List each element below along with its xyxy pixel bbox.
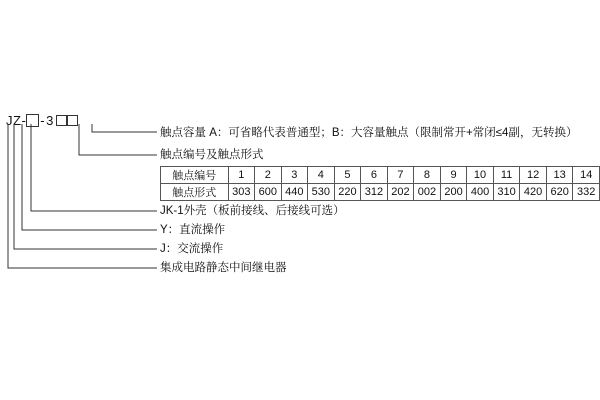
model-separator: -: [40, 113, 46, 128]
note-dc-operation: Y：直流操作: [160, 224, 226, 236]
contact-form-cell: 530: [308, 184, 335, 201]
contact-number-cell: 1: [228, 167, 255, 184]
contact-form-cell: 620: [546, 184, 573, 201]
contact-number-cell: 4: [308, 167, 335, 184]
contact-form-cell: 002: [414, 184, 441, 201]
note-contact-capacity: 触点容量 A：可省略代表普通型；B：大容量触点（限制常开+常闭≤4副，无转换）: [160, 127, 578, 139]
contact-number-cell: 9: [440, 167, 467, 184]
contact-form-cell: 420: [520, 184, 547, 201]
model-box-2: [56, 115, 67, 126]
contact-form-cell: 310: [493, 184, 520, 201]
contact-form-cell: 332: [573, 184, 600, 201]
model-box-3: [67, 115, 78, 126]
model-box-1: [26, 114, 39, 127]
contact-form-cell: 600: [255, 184, 282, 201]
row-header-contact-form: 触点形式: [161, 184, 229, 201]
contact-number-cell: 5: [334, 167, 361, 184]
model-series-number: 3: [46, 113, 54, 128]
note-product-name: 集成电路静态中间继电器: [160, 262, 287, 274]
contact-form-cell: 400: [467, 184, 494, 201]
contact-form-cell: 303: [228, 184, 255, 201]
contact-table: [160, 166, 600, 201]
contact-number-cell: 8: [414, 167, 441, 184]
contact-number-cell: 12: [520, 167, 547, 184]
note-shell: JK-1外壳（板前接线、后接线可选）: [160, 205, 345, 217]
note-contact-number: 触点编号及触点形式: [160, 149, 264, 161]
contact-form-cell: 200: [440, 184, 467, 201]
contact-number-cell: 2: [255, 167, 282, 184]
table-row: [161, 167, 600, 184]
contact-form-cell: 440: [281, 184, 308, 201]
contact-number-cell: 3: [281, 167, 308, 184]
contact-table-wrapper: [160, 166, 600, 201]
contact-number-cell: 11: [493, 167, 520, 184]
contact-number-cell: 6: [361, 167, 388, 184]
contact-form-cell: 220: [334, 184, 361, 201]
model-prefix: JZ-: [6, 113, 27, 128]
table-row: [161, 184, 600, 201]
contact-number-cell: 14: [573, 167, 600, 184]
contact-number-cell: 7: [387, 167, 414, 184]
model-code: [6, 113, 78, 128]
contact-form-cell: 202: [387, 184, 414, 201]
note-ac-operation: J：交流操作: [160, 243, 224, 255]
contact-number-cell: 10: [467, 167, 494, 184]
row-header-contact-number: 触点编号: [161, 167, 229, 184]
contact-number-cell: 13: [546, 167, 573, 184]
contact-form-cell: 312: [361, 184, 388, 201]
